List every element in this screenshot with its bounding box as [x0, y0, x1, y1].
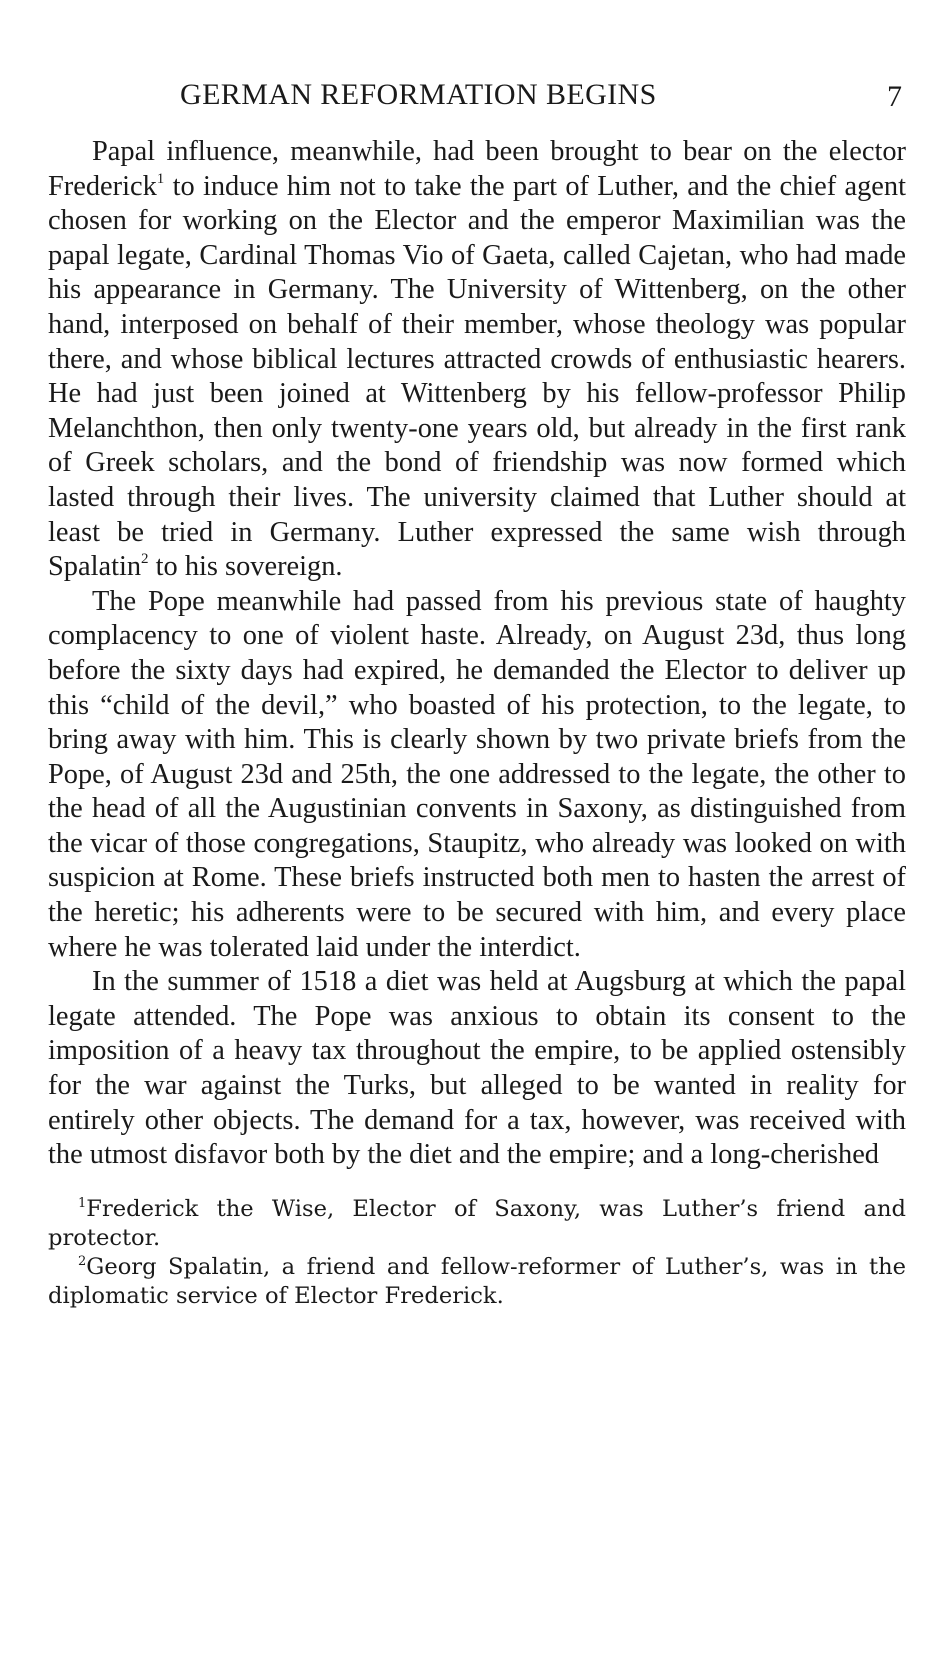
footnote-1-text: Frederick the Wise, Elector of Saxony, was Luther’s friend and protector. — [48, 1195, 906, 1251]
book-page — [48, 72, 906, 1311]
footnote-2-text: Georg Spalatin, a friend and fellow-reformer of Luther’s, was in the diplomatic service of Elector Frederick. — [48, 1253, 906, 1309]
paragraph-3: In the summer of 1518 a diet was held at Augsburg at which the papal legate attended. The Pope was anxious to obtain its consent to the imposition of a heavy tax throughout the empire, to be applied ostensibly for the war against the Turks, but alleged to be wanted in reality for entirely other objects. The demand for a tax, however, was received with the utmost disfavor both by the diet and the empire; and a long-cherished — [48, 966, 906, 1171]
paragraph-1-part-c: to his sovereign. — [148, 551, 343, 583]
paragraph-1 — [48, 135, 906, 585]
footnote-1 — [48, 1195, 906, 1253]
footnotes — [48, 1195, 906, 1311]
running-head — [48, 72, 906, 122]
paragraph-1-part-b: to induce him not to take the part of Luther, and the chief agent chosen for working on the Elector and the emperor Maximilian was the papal legate, Cardinal Thomas Vio of Gaeta, called Cajetan, who had made his appearance in Germany. The University of Wittenberg, on the other hand, interposed on behalf of their member, whose theology was popular there, and whose biblical lectures attracted crowds of enthusiastic hearers. He had just been joined at Wittenberg by his fellow-professor Philip Melanchthon, then only twenty-one years old, but already in the first rank of Greek scholars, and the bond of friendship was now formed which lasted through their lives. The university claimed that Luther should at least be tried in Germany. Luther expressed the same wish through Spalatin — [48, 170, 906, 583]
chapter-title: GERMAN REFORMATION BEGINS — [180, 78, 657, 111]
footnote-1-mark: 1 — [78, 1195, 87, 1211]
page-number: 7 — [887, 80, 902, 113]
footnote-ref-1: 1 — [156, 170, 165, 187]
footnote-2-mark: 2 — [78, 1253, 87, 1269]
footnote-ref-2: 2 — [141, 551, 149, 568]
footnote-2 — [48, 1253, 906, 1311]
paragraph-1-part-a: Papal influence, meanwhile, had been brought to bear on the elector Frederick — [48, 136, 906, 202]
body-text — [48, 135, 906, 1173]
paragraph-2: The Pope meanwhile had passed from his previous state of haughty complacency to one of violent haste. Already, on August 23d, thus long before the sixty days had expired, he demanded the Elector to deliver up this “child of the devil,” who boasted of his protection, to the legate, to bring away with him. This is clearly shown by two private briefs from the Pope, of August 23d and 25th, the one addressed to the legate, the other to the head of all the Augustinian convents in Saxony, as distinguished from the vicar of those congregations, Staupitz, who already was looked on with suspicion at Rome. These briefs instructed both men to hasten the arrest of the heretic; his adherents were to be secured with him, and every place where he was tolerated laid under the interdict. — [48, 585, 906, 963]
